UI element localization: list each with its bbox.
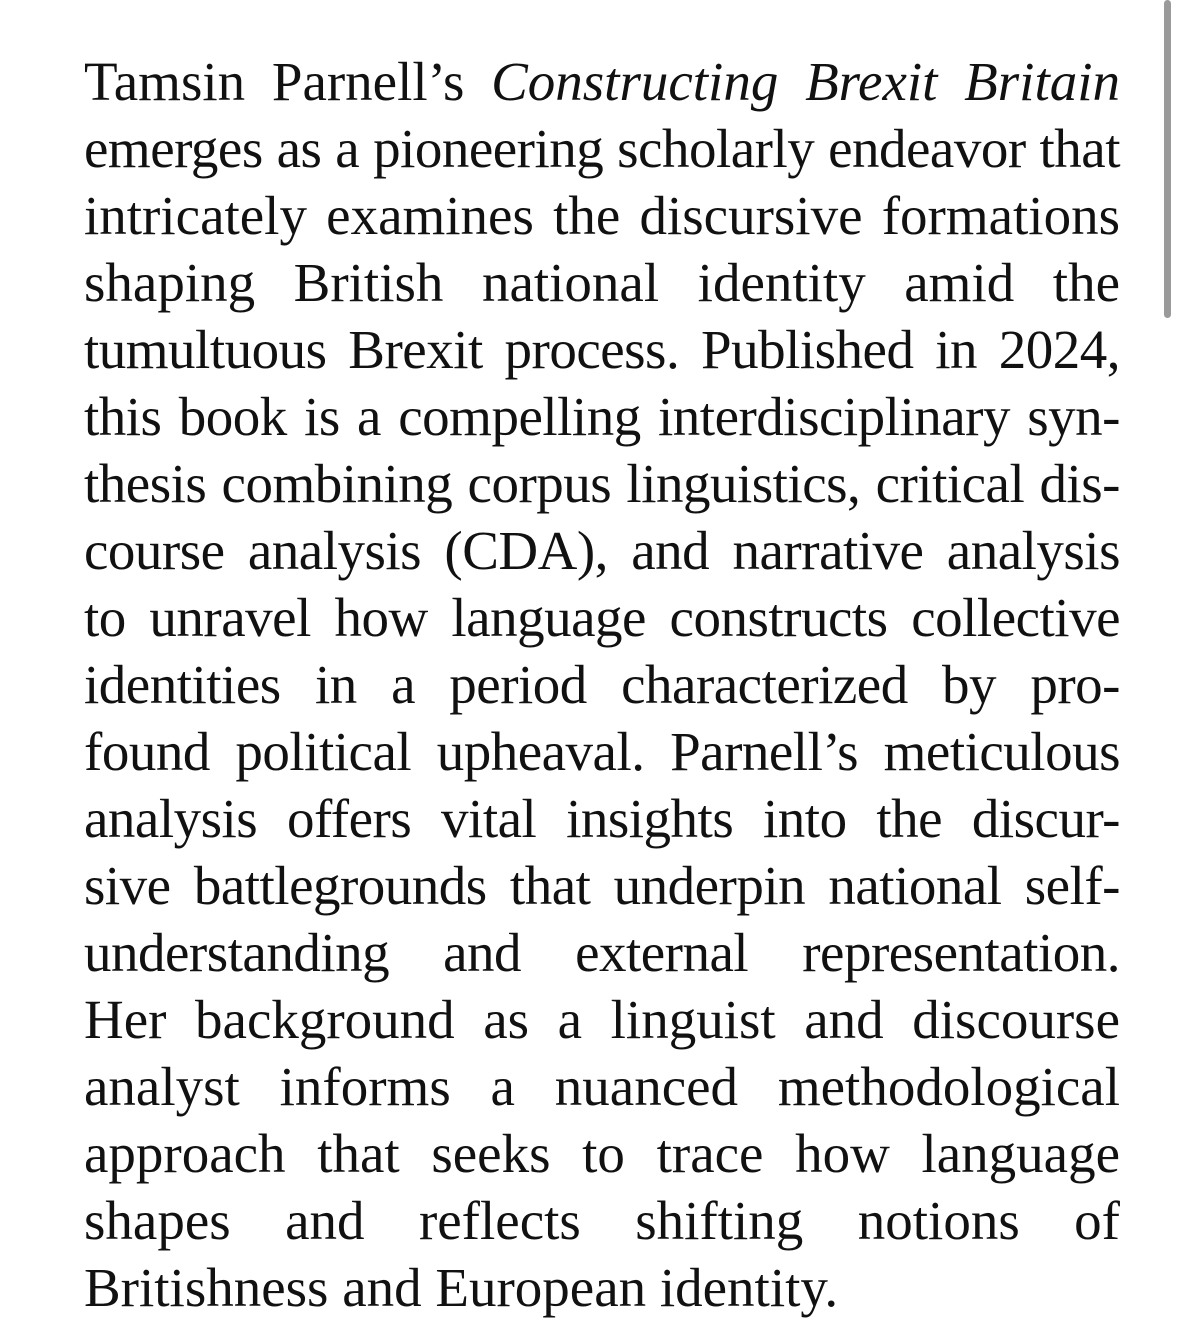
author-possessive: Tamsin Parnell’s xyxy=(84,51,492,112)
text-line-9: to unravel how language constructs collective xyxy=(84,587,1120,648)
text-line-10: identities in a period characterized by pro- xyxy=(84,654,1120,715)
text-line-16: analyst informs a nuanced methodological xyxy=(84,1056,1120,1117)
text-line-19: Britishness and European identity. xyxy=(84,1257,839,1318)
book-title: Constructing Brexit Britain xyxy=(491,51,1121,112)
text-line-2: emerges as a pioneering scholarly endeavor that xyxy=(84,118,1120,179)
text-line-15: Her background as a linguist and discourse xyxy=(84,989,1120,1050)
text-line-6: this book is a compelling interdisciplinary syn- xyxy=(84,386,1120,447)
scrollbar-thumb[interactable] xyxy=(1164,0,1171,318)
text-line-7: thesis combining corpus linguistics, critical dis- xyxy=(84,453,1120,514)
vertical-scrollbar[interactable] xyxy=(1155,0,1179,1314)
text-line-4: shaping British national identity amid the xyxy=(84,252,1120,313)
text-line-14: understanding and external representation. xyxy=(84,922,1120,983)
text-line-11: found political upheaval. Parnell’s meticulous xyxy=(84,721,1120,782)
text-line-13: sive battlegrounds that underpin national self- xyxy=(84,855,1120,916)
text-line-3: intricately examines the discursive formations xyxy=(84,185,1120,246)
text-line-1 xyxy=(84,48,1120,115)
text-line-17: approach that seeks to trace how language xyxy=(84,1123,1120,1184)
text-line-8: course analysis (CDA), and narrative analysis xyxy=(84,520,1120,581)
text-line-18: shapes and reflects shifting notions of xyxy=(84,1190,1120,1251)
text-line-5: tumultuous Brexit process. Published in 2024, xyxy=(84,319,1120,380)
text-line-12: analysis offers vital insights into the discur- xyxy=(84,788,1120,849)
body-paragraph xyxy=(84,48,1120,1321)
